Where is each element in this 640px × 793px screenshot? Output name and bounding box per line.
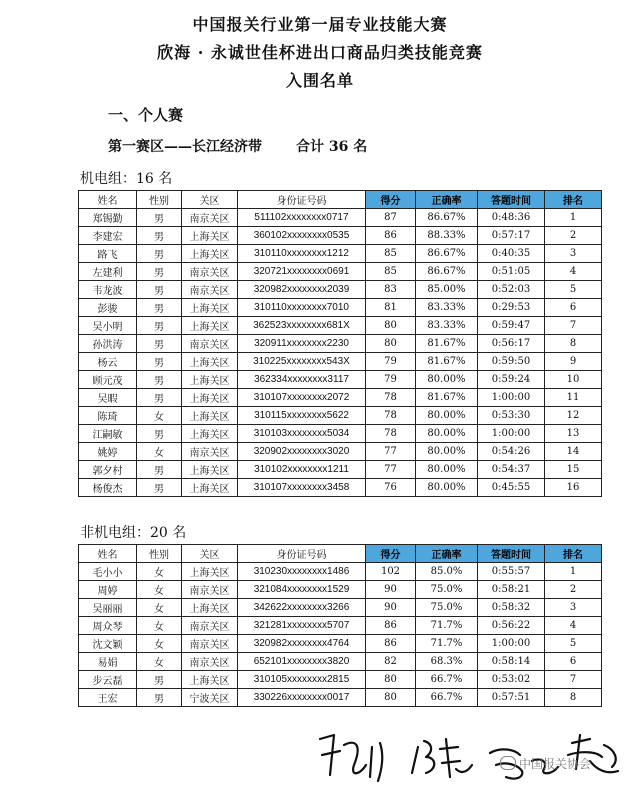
cell-id: 330226xxxxxxxx0017: [238, 689, 366, 707]
cell-accuracy: 85.0%: [416, 563, 478, 581]
cell-score: 78: [366, 407, 416, 425]
table-row: [79, 443, 602, 461]
cell-time: 0:54:37: [478, 461, 545, 479]
cell-rank: 6: [545, 299, 602, 317]
cell-id: 511102xxxxxxxx0717: [238, 209, 366, 227]
zone-heading: [108, 136, 367, 156]
cell-accuracy: 86.67%: [416, 209, 478, 227]
cell-gender: 男: [137, 245, 182, 263]
cell-accuracy: 75.0%: [416, 581, 478, 599]
cell-customs: 上海关区: [182, 479, 238, 497]
cell-name: 左建利: [79, 263, 137, 281]
group1-header-row: [79, 191, 602, 209]
cell-rank: 11: [545, 389, 602, 407]
cell-name: 杨云: [79, 353, 137, 371]
cell-id: 320982xxxxxxxx2039: [238, 281, 366, 299]
cell-gender: 男: [137, 689, 182, 707]
cell-id: 342622xxxxxxxx3266: [238, 599, 366, 617]
table-row: [79, 299, 602, 317]
cell-time: 0:58:14: [478, 653, 545, 671]
cell-gender: 女: [137, 563, 182, 581]
cell-id: 321084xxxxxxxx1529: [238, 581, 366, 599]
cell-time: 0:51:05: [478, 263, 545, 281]
cell-score: 85: [366, 245, 416, 263]
cell-customs: 南京关区: [182, 209, 238, 227]
cell-time: 0:52:03: [478, 281, 545, 299]
cell-rank: 3: [545, 245, 602, 263]
cell-customs: 南京关区: [182, 443, 238, 461]
watermark: [500, 755, 591, 772]
wechat-icon: [500, 756, 516, 770]
cell-customs: 上海关区: [182, 245, 238, 263]
cell-time: 0:40:35: [478, 245, 545, 263]
cell-accuracy: 71.7%: [416, 617, 478, 635]
cell-name: 步云磊: [79, 671, 137, 689]
cell-name: 王宏: [79, 689, 137, 707]
cell-score: 86: [366, 617, 416, 635]
table-row: [79, 353, 602, 371]
cell-name: 吴暇: [79, 389, 137, 407]
cell-accuracy: 81.67%: [416, 335, 478, 353]
col-score-header: 得分: [366, 191, 416, 209]
cell-gender: 女: [137, 653, 182, 671]
group2-header-row: [79, 545, 602, 563]
cell-rank: 13: [545, 425, 602, 443]
table-row: [79, 635, 602, 653]
cell-accuracy: 85.00%: [416, 281, 478, 299]
cell-customs: 上海关区: [182, 317, 238, 335]
cell-time: 0:58:21: [478, 581, 545, 599]
cell-id: 360102xxxxxxxx0535: [238, 227, 366, 245]
cell-name: 周众琴: [79, 617, 137, 635]
cell-accuracy: 80.00%: [416, 443, 478, 461]
cell-time: 0:59:47: [478, 317, 545, 335]
cell-gender: 男: [137, 263, 182, 281]
cell-accuracy: 86.67%: [416, 263, 478, 281]
cell-customs: 南京关区: [182, 281, 238, 299]
col-customs-header: 关区: [182, 545, 238, 563]
cell-id: 321281xxxxxxxx5707: [238, 617, 366, 635]
cell-score: 79: [366, 353, 416, 371]
table-row: [79, 461, 602, 479]
cell-gender: 男: [137, 353, 182, 371]
table-row: [79, 581, 602, 599]
table-row: [79, 317, 602, 335]
watermark-text: 中国报关协会: [519, 757, 592, 771]
cell-id: 320911xxxxxxxx2230: [238, 335, 366, 353]
cell-rank: 8: [545, 335, 602, 353]
cell-accuracy: 75.0%: [416, 599, 478, 617]
cell-score: 87: [366, 209, 416, 227]
table-row: [79, 689, 602, 707]
cell-time: 0:59:50: [478, 353, 545, 371]
cell-gender: 男: [137, 479, 182, 497]
cell-customs: 上海关区: [182, 407, 238, 425]
cell-score: 81: [366, 299, 416, 317]
cell-name: 易娟: [79, 653, 137, 671]
zone-total: 合计 36 名: [296, 139, 368, 155]
cell-time: 0:58:32: [478, 599, 545, 617]
cell-rank: 3: [545, 599, 602, 617]
cell-rank: 5: [545, 281, 602, 299]
cell-customs: 上海关区: [182, 299, 238, 317]
cell-id: 310110xxxxxxxx7010: [238, 299, 366, 317]
cell-rank: 1: [545, 563, 602, 581]
cell-name: 路飞: [79, 245, 137, 263]
cell-score: 78: [366, 425, 416, 443]
cell-rank: 7: [545, 317, 602, 335]
cell-gender: 男: [137, 281, 182, 299]
cell-customs: 上海关区: [182, 371, 238, 389]
group2-rows: [79, 563, 602, 707]
cell-time: 0:45:55: [478, 479, 545, 497]
col-customs-header: 关区: [182, 191, 238, 209]
group2-title: 非机电组：20 名: [80, 525, 187, 541]
cell-rank: 9: [545, 353, 602, 371]
cell-rank: 2: [545, 581, 602, 599]
cell-name: 孙洪涛: [79, 335, 137, 353]
cell-name: 郭夕村: [79, 461, 137, 479]
cell-accuracy: 83.33%: [416, 299, 478, 317]
cell-gender: 男: [137, 389, 182, 407]
col-name-header: 姓名: [79, 545, 137, 563]
cell-score: 80: [366, 671, 416, 689]
cell-name: 郑锡勤: [79, 209, 137, 227]
cell-customs: 南京关区: [182, 581, 238, 599]
col-accuracy-header: 正确率: [416, 545, 478, 563]
cell-time: 0:57:51: [478, 689, 545, 707]
cell-time: 0:56:17: [478, 335, 545, 353]
cell-name: 韦龙波: [79, 281, 137, 299]
cell-accuracy: 88.33%: [416, 227, 478, 245]
cell-score: 85: [366, 263, 416, 281]
cell-customs: 南京关区: [182, 263, 238, 281]
table-row: [79, 227, 602, 245]
cell-gender: 女: [137, 635, 182, 653]
col-id-header: 身份证号码: [238, 545, 366, 563]
cell-score: 82: [366, 653, 416, 671]
table-row: [79, 653, 602, 671]
cell-customs: 上海关区: [182, 599, 238, 617]
title-line-2: 欣海 · 永诚世佳杯进出口商品归类技能竞赛: [157, 43, 483, 62]
cell-name: 毛小小: [79, 563, 137, 581]
cell-accuracy: 80.00%: [416, 461, 478, 479]
cell-customs: 上海关区: [182, 227, 238, 245]
col-name-header: 姓名: [79, 191, 137, 209]
cell-time: 0:48:36: [478, 209, 545, 227]
cell-accuracy: 80.00%: [416, 479, 478, 497]
table-row: [79, 245, 602, 263]
cell-name: 沈文颖: [79, 635, 137, 653]
table-row: [79, 209, 602, 227]
cell-name: 李建宏: [79, 227, 137, 245]
table-row: [79, 479, 602, 497]
cell-score: 80: [366, 689, 416, 707]
cell-rank: 1: [545, 209, 602, 227]
cell-rank: 4: [545, 617, 602, 635]
table-row: [79, 389, 602, 407]
cell-name: 顾元茂: [79, 371, 137, 389]
cell-rank: 8: [545, 689, 602, 707]
group1-rows: [79, 209, 602, 497]
cell-score: 79: [366, 371, 416, 389]
zone-name: 第一赛区——长江经济带: [108, 139, 262, 155]
cell-id: 320721xxxxxxxx0691: [238, 263, 366, 281]
cell-customs: 南京关区: [182, 653, 238, 671]
cell-time: 0:57:17: [478, 227, 545, 245]
cell-id: 310102xxxxxxxx1211: [238, 461, 366, 479]
cell-id: 362334xxxxxxxx3117: [238, 371, 366, 389]
cell-accuracy: 66.7%: [416, 671, 478, 689]
cell-score: 76: [366, 479, 416, 497]
cell-score: 80: [366, 335, 416, 353]
cell-customs: 上海关区: [182, 425, 238, 443]
cell-id: 310107xxxxxxxx2072: [238, 389, 366, 407]
cell-id: 310115xxxxxxxx5622: [238, 407, 366, 425]
cell-name: 周婷: [79, 581, 137, 599]
cell-accuracy: 83.33%: [416, 317, 478, 335]
cell-customs: 上海关区: [182, 671, 238, 689]
cell-time: 0:59:24: [478, 371, 545, 389]
cell-name: 杨俊杰: [79, 479, 137, 497]
col-rank-header: 排名: [545, 545, 602, 563]
col-gender-header: 性别: [137, 545, 182, 563]
table-row: [79, 371, 602, 389]
cell-time: 0:54:26: [478, 443, 545, 461]
cell-score: 83: [366, 281, 416, 299]
cell-id: 310103xxxxxxxx5034: [238, 425, 366, 443]
cell-rank: 16: [545, 479, 602, 497]
cell-score: 78: [366, 389, 416, 407]
cell-rank: 2: [545, 227, 602, 245]
cell-name: 江嗣敏: [79, 425, 137, 443]
table-row: [79, 599, 602, 617]
cell-id: 652101xxxxxxxx3820: [238, 653, 366, 671]
cell-gender: 女: [137, 599, 182, 617]
cell-id: 310230xxxxxxxx1486: [238, 563, 366, 581]
cell-gender: 男: [137, 461, 182, 479]
cell-time: 1:00:00: [478, 389, 545, 407]
cell-name: 彭骏: [79, 299, 137, 317]
cell-id: 310105xxxxxxxx2815: [238, 671, 366, 689]
cell-gender: 男: [137, 227, 182, 245]
cell-accuracy: 81.67%: [416, 389, 478, 407]
cell-id: 320902xxxxxxxx3020: [238, 443, 366, 461]
group1-table: [78, 190, 602, 497]
cell-score: 102: [366, 563, 416, 581]
cell-name: 吴丽丽: [79, 599, 137, 617]
cell-rank: 15: [545, 461, 602, 479]
cell-gender: 女: [137, 581, 182, 599]
cell-name: 陈琦: [79, 407, 137, 425]
table-row: [79, 335, 602, 353]
cell-score: 86: [366, 635, 416, 653]
group1-title: 机电组：16 名: [80, 171, 173, 187]
table-row: [79, 671, 602, 689]
col-id-header: 身份证号码: [238, 191, 366, 209]
cell-id: 310225xxxxxxxx543X: [238, 353, 366, 371]
title-line-3: 入围名单: [285, 71, 354, 90]
cell-customs: 宁波关区: [182, 689, 238, 707]
cell-gender: 男: [137, 671, 182, 689]
cell-time: 1:00:00: [478, 635, 545, 653]
col-time-header: 答题时间: [478, 191, 545, 209]
cell-gender: 男: [137, 335, 182, 353]
cell-accuracy: 81.67%: [416, 353, 478, 371]
cell-time: 0:56:22: [478, 617, 545, 635]
cell-customs: 南京关区: [182, 617, 238, 635]
cell-score: 90: [366, 581, 416, 599]
col-score-header: 得分: [366, 545, 416, 563]
cell-score: 80: [366, 317, 416, 335]
col-time-header: 答题时间: [478, 545, 545, 563]
section-heading: 一、个人赛: [108, 106, 184, 124]
cell-accuracy: 68.3%: [416, 653, 478, 671]
cell-accuracy: 86.67%: [416, 245, 478, 263]
cell-customs: 上海关区: [182, 389, 238, 407]
cell-score: 86: [366, 227, 416, 245]
cell-name: 姚婷: [79, 443, 137, 461]
cell-rank: 14: [545, 443, 602, 461]
cell-score: 90: [366, 599, 416, 617]
cell-gender: 男: [137, 425, 182, 443]
cell-accuracy: 71.7%: [416, 635, 478, 653]
cell-customs: 上海关区: [182, 461, 238, 479]
cell-customs: 南京关区: [182, 635, 238, 653]
cell-rank: 4: [545, 263, 602, 281]
cell-score: 77: [366, 461, 416, 479]
cell-customs: 南京关区: [182, 335, 238, 353]
cell-accuracy: 80.00%: [416, 407, 478, 425]
cell-id: 310110xxxxxxxx1212: [238, 245, 366, 263]
cell-time: 1:00:00: [478, 425, 545, 443]
cell-accuracy: 80.00%: [416, 371, 478, 389]
cell-name: 吴小明: [79, 317, 137, 335]
cell-id: 362523xxxxxxxx681X: [238, 317, 366, 335]
cell-time: 0:53:02: [478, 671, 545, 689]
cell-gender: 女: [137, 617, 182, 635]
col-accuracy-header: 正确率: [416, 191, 478, 209]
table-row: [79, 617, 602, 635]
cell-customs: 上海关区: [182, 353, 238, 371]
table-row: [79, 281, 602, 299]
group2-table: [78, 544, 602, 707]
cell-rank: 7: [545, 671, 602, 689]
table-row: [79, 563, 602, 581]
cell-id: 320982xxxxxxxx4764: [238, 635, 366, 653]
cell-rank: 6: [545, 653, 602, 671]
cell-accuracy: 66.7%: [416, 689, 478, 707]
cell-time: 0:29:53: [478, 299, 545, 317]
cell-score: 77: [366, 443, 416, 461]
cell-id: 310107xxxxxxxx3458: [238, 479, 366, 497]
cell-gender: 男: [137, 317, 182, 335]
cell-gender: 男: [137, 209, 182, 227]
cell-rank: 12: [545, 407, 602, 425]
cell-rank: 5: [545, 635, 602, 653]
table-row: [79, 425, 602, 443]
cell-gender: 男: [137, 299, 182, 317]
table-row: [79, 263, 602, 281]
cell-gender: 女: [137, 407, 182, 425]
col-gender-header: 性别: [137, 191, 182, 209]
col-rank-header: 排名: [545, 191, 602, 209]
cell-customs: 上海关区: [182, 563, 238, 581]
table-row: [79, 407, 602, 425]
cell-accuracy: 80.00%: [416, 425, 478, 443]
cell-gender: 男: [137, 371, 182, 389]
cell-time: 0:55:57: [478, 563, 545, 581]
cell-time: 0:53:30: [478, 407, 545, 425]
title-line-1: 中国报关行业第一届专业技能大赛: [192, 15, 448, 34]
cell-rank: 10: [545, 371, 602, 389]
cell-gender: 女: [137, 443, 182, 461]
